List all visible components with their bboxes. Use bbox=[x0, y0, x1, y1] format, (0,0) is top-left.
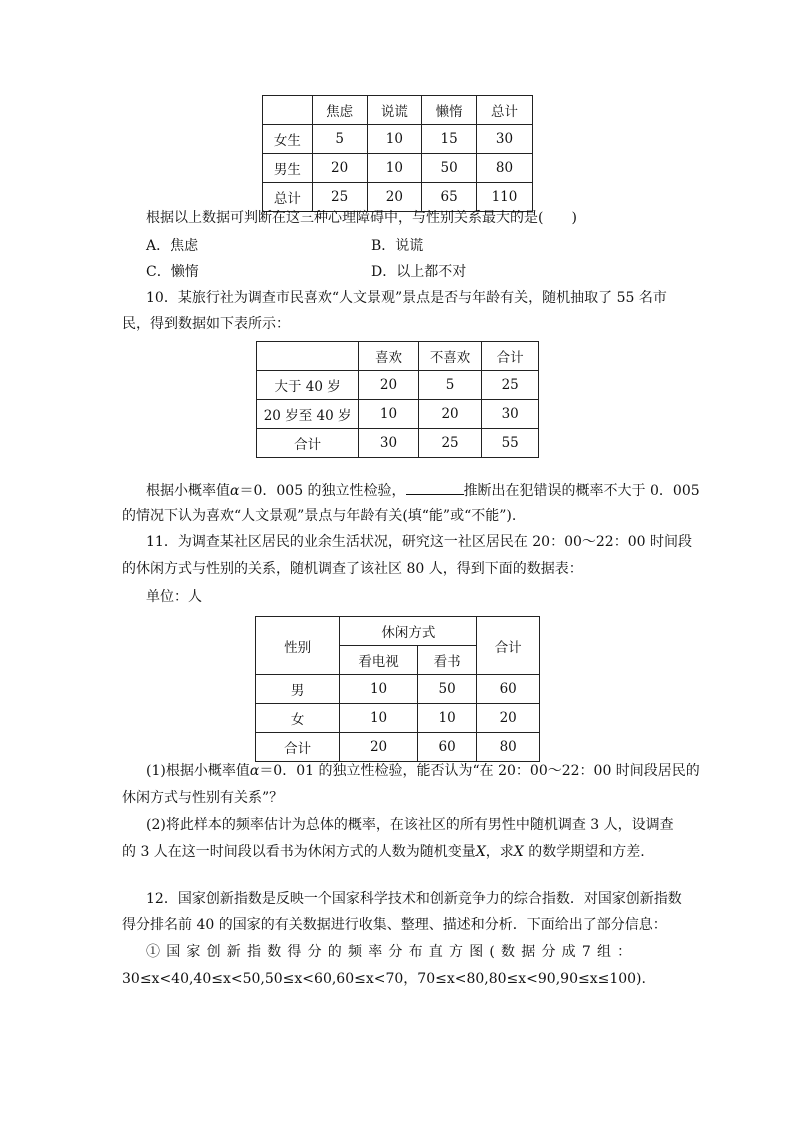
q11-part-2-end: 的数学期望和方差. bbox=[523, 844, 645, 860]
q11-part-2-line-2 bbox=[122, 842, 645, 862]
q12-line-4: 30≤x<40,40≤x<50,50≤x<60,60≤x<70，70≤x<80,80≤x<90,90≤x≤100). bbox=[122, 971, 646, 987]
table-cell: 20 bbox=[359, 371, 419, 400]
table-cell: 性别 bbox=[256, 617, 340, 675]
q9-option-c: C．懒惰 bbox=[146, 264, 199, 280]
anxiety-table bbox=[262, 95, 533, 212]
q9-option-a: A．焦虑 bbox=[146, 238, 199, 254]
table-cell: 看书 bbox=[417, 646, 477, 675]
table-cell: 30 bbox=[476, 125, 532, 154]
table-cell: 60 bbox=[477, 675, 540, 704]
q12-line-1: 12．国家创新指数是反映一个国家科学技术和创新竞争力的综合指数．对国家创新指数 bbox=[146, 891, 682, 907]
table-cell: 80 bbox=[476, 154, 532, 183]
q11-part-1-line-2: 休闲方式与性别有关系”？ bbox=[122, 790, 284, 806]
table-cell: 20 bbox=[367, 183, 422, 212]
table-cell: 15 bbox=[422, 125, 477, 154]
table-cell: 大于 40 岁 bbox=[257, 371, 359, 400]
table-cell: 焦虑 bbox=[312, 96, 367, 125]
table-cell: 休闲方式 bbox=[340, 617, 477, 646]
table-cell: 10 bbox=[417, 704, 477, 733]
table-cell: 合计 bbox=[257, 429, 359, 458]
q10-line-1: 10．某旅行社为调查市民喜欢“人文景观”景点是否与年龄有关，随机抽取了 55 名市 bbox=[146, 290, 667, 306]
q10-line-2: 民，得到数据如下表所示： bbox=[122, 316, 290, 332]
table-row bbox=[257, 371, 539, 400]
table-cell: 10 bbox=[367, 125, 422, 154]
variable-x: X bbox=[475, 844, 486, 860]
table-cell: 说谎 bbox=[367, 96, 422, 125]
table-cell: 喜欢 bbox=[359, 342, 419, 371]
age-preference-table bbox=[256, 341, 539, 458]
table-cell: 总计 bbox=[263, 183, 313, 212]
table-cell: 60 bbox=[417, 733, 477, 762]
table-header-row bbox=[256, 617, 540, 646]
table-cell: 男 bbox=[256, 675, 340, 704]
table-cell: 65 bbox=[422, 183, 477, 212]
table-cell: 25 bbox=[482, 371, 539, 400]
table-cell bbox=[263, 96, 313, 125]
q10-line-3 bbox=[146, 480, 700, 501]
table-cell: 20 bbox=[418, 400, 482, 429]
table-cell: 10 bbox=[340, 675, 417, 704]
table-cell: 110 bbox=[476, 183, 532, 212]
table-cell: 女 bbox=[256, 704, 340, 733]
q11-unit: 单位：人 bbox=[146, 589, 202, 605]
table-header-row bbox=[257, 342, 539, 371]
table-cell: 20 bbox=[312, 154, 367, 183]
table-cell: 20 岁至 40 岁 bbox=[257, 400, 359, 429]
table-row bbox=[256, 733, 540, 762]
q11-line-1: 11．为调查某社区居民的业余生活状况，研究这一社区居民在 20：00～22：00 时间段 bbox=[146, 534, 692, 550]
table-cell: 25 bbox=[418, 429, 482, 458]
table-cell: 55 bbox=[482, 429, 539, 458]
table-row bbox=[263, 154, 533, 183]
table-cell: 总计 bbox=[476, 96, 532, 125]
table-cell: 30 bbox=[359, 429, 419, 458]
table-cell: 不喜欢 bbox=[418, 342, 482, 371]
table-cell: 合计 bbox=[482, 342, 539, 371]
table-cell bbox=[257, 342, 359, 371]
q9-option-b: B．说谎 bbox=[371, 238, 424, 254]
q10-line-3-pre: 根据小概率值 bbox=[146, 483, 230, 499]
alpha-symbol: α bbox=[249, 763, 260, 779]
table-header-row bbox=[263, 96, 533, 125]
q11-part-2-line-1: (2)将此样本的频率估计为总体的概率，在该社区的所有男性中随机调查 3 人，设调查 bbox=[146, 817, 674, 833]
q9-option-d: D．以上都不对 bbox=[371, 264, 467, 280]
table-cell: 男生 bbox=[263, 154, 313, 183]
table-row bbox=[257, 429, 539, 458]
table-cell: 20 bbox=[477, 704, 540, 733]
table-row bbox=[256, 675, 540, 704]
q12-line-2: 得分排名前 40 的国家的有关数据进行收集、整理、描述和分析．下面给出了部分信息： bbox=[122, 917, 667, 933]
leisure-table bbox=[255, 616, 540, 762]
q11-part-2-mid: ，求 bbox=[485, 844, 514, 860]
q10-line-3-post: ＝0．005 的独立性检验， bbox=[239, 483, 406, 499]
table-cell: 50 bbox=[422, 154, 477, 183]
table-cell: 合计 bbox=[477, 617, 540, 675]
table-row bbox=[256, 704, 540, 733]
table-cell: 10 bbox=[340, 704, 417, 733]
q11-part-1-pre: (1)根据小概率值 bbox=[146, 763, 250, 779]
table-cell: 女生 bbox=[263, 125, 313, 154]
q11-line-2: 的休闲方式与性别的关系，随机调查了该社区 80 人，得到下面的数据表： bbox=[122, 561, 583, 577]
q10-line-3-tail: 推断出在犯错误的概率不大于 0．005 bbox=[463, 483, 700, 499]
table-cell: 5 bbox=[312, 125, 367, 154]
q11-part-1-post: ＝0．01 的独立性检验，能否认为“在 20：00～22：00 时间段居民的 bbox=[259, 763, 700, 779]
table-row bbox=[257, 400, 539, 429]
table-cell: 30 bbox=[482, 400, 539, 429]
table-cell: 合计 bbox=[256, 733, 340, 762]
table-cell: 25 bbox=[312, 183, 367, 212]
table-cell: 10 bbox=[359, 400, 419, 429]
table-cell: 20 bbox=[340, 733, 417, 762]
variable-x: X bbox=[513, 844, 524, 860]
q9-stem: 根据以上数据可判断在这三种心理障碍中，与性别关系最大的是( ) bbox=[146, 210, 577, 226]
table-row bbox=[263, 125, 533, 154]
q10-line-4: 的情况下认为喜欢“人文景观”景点与年龄有关(填“能”或“不能”). bbox=[122, 508, 517, 524]
table-cell: 50 bbox=[417, 675, 477, 704]
table-cell: 80 bbox=[477, 733, 540, 762]
table-cell: 5 bbox=[418, 371, 482, 400]
table-cell: 懒惰 bbox=[422, 96, 477, 125]
q11-part-2-pre: 的 3 人在这一时间段以看书为休闲方式的人数为随机变量 bbox=[122, 844, 476, 860]
table-cell: 看电视 bbox=[340, 646, 417, 675]
table-cell: 10 bbox=[367, 154, 422, 183]
answer-blank bbox=[406, 480, 464, 495]
q12-line-3: ①国家创新指数得分的频率分布直方图(数据分成7组： bbox=[146, 944, 638, 960]
alpha-symbol: α bbox=[230, 483, 240, 499]
q11-part-1-line-1 bbox=[146, 761, 700, 781]
